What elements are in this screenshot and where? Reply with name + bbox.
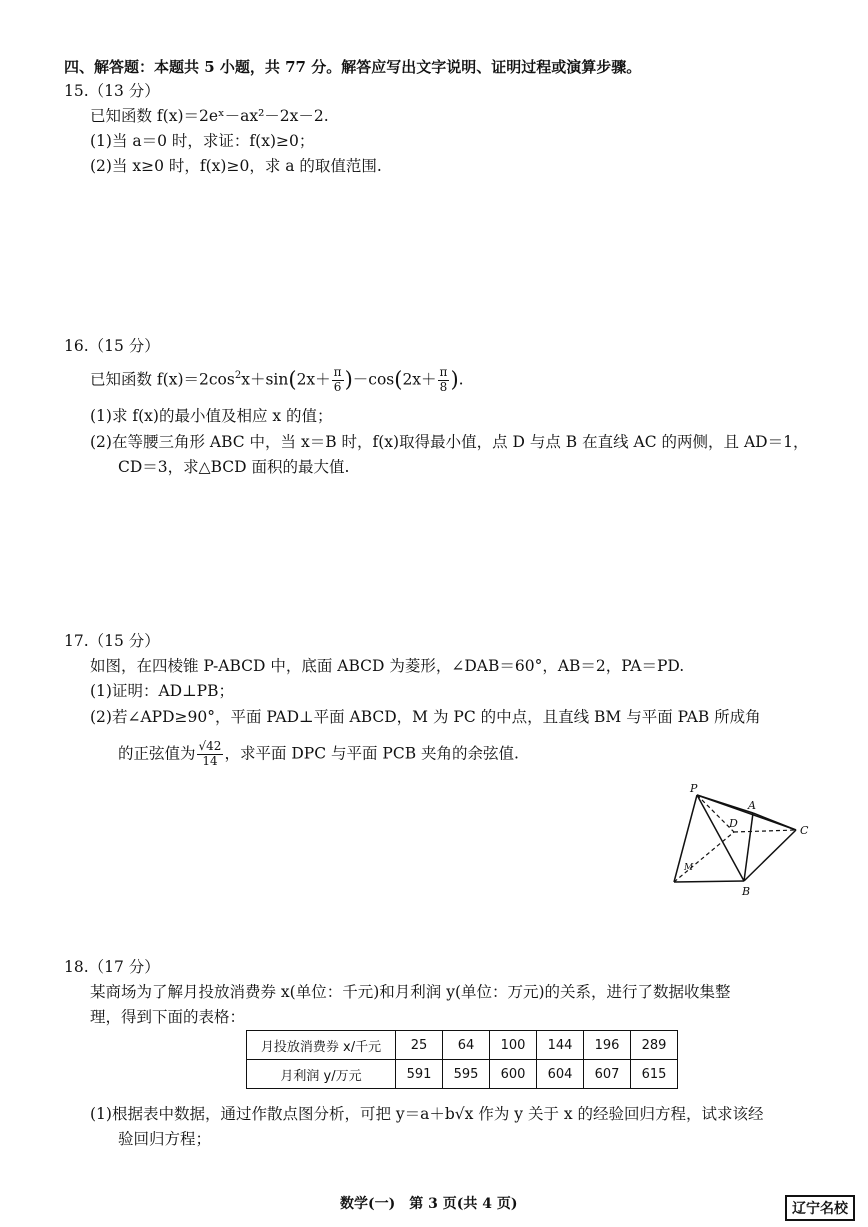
q15-heading: 15.（13 分） — [64, 82, 160, 100]
vertex-label-c: C — [800, 824, 809, 837]
q18-part1-line1: (1)根据表中数据，通过作散点图分析，可把 y＝a＋b√x 作为 y 关于 x 的经验回归方程，试求该经 — [90, 1105, 764, 1123]
q15-part1: (1)当 a＝0 时，求证：f(x)≥0； — [90, 132, 315, 150]
fraction-pi-over-8: $\frac{\pi}{8}$ — [439, 365, 448, 394]
q15-stem: 已知函数 f(x)＝2eˣ－ax²－2x－2. — [90, 107, 329, 125]
table-row — [247, 1060, 678, 1089]
table-cell: 600 — [490, 1060, 537, 1089]
table-cell: 144 — [537, 1031, 584, 1060]
table-cell: 604 — [537, 1060, 584, 1089]
fraction-sqrt42-over-14: $\frac{√42}{14}$ — [198, 739, 222, 768]
table-row-header: 月利润 y/万元 — [247, 1060, 396, 1089]
table-cell: 591 — [396, 1060, 443, 1089]
point-label-m: M — [684, 863, 694, 873]
table-cell: 615 — [631, 1060, 678, 1089]
section-title: 四、解答题：本题共 5 小题，共 77 分。解答应写出文字说明、证明过程或演算步骤。 — [64, 58, 642, 76]
q18-part1-line2: 验回归方程； — [118, 1130, 212, 1148]
q17-part2-line1: (2)若∠APD≥90°，平面 PAD⊥平面 ABCD，M 为 PC 的中点，且直线 BM 与平面 PAB 所成角 — [90, 708, 761, 726]
q17-heading: 17.（15 分） — [64, 632, 160, 650]
q18-heading: 18.（17 分） — [64, 958, 160, 976]
table-cell: 100 — [490, 1031, 537, 1060]
q16-heading: 16.（15 分） — [64, 337, 160, 355]
q16-part2-line1: (2)在等腰三角形 ABC 中，当 x＝B 时，f(x)取得最小值，点 D 与点 B 在直线 AC 的两侧，且 AD＝1， — [90, 433, 809, 451]
table-row — [247, 1031, 678, 1060]
q15-part2: (2)当 x≥0 时，f(x)≥0，求 a 的取值范围. — [90, 157, 382, 175]
vertex-label-d: D — [729, 817, 738, 830]
school-stamp: 辽宁名校 — [785, 1195, 855, 1221]
q17-stem: 如图，在四棱锥 P-ABCD 中，底面 ABCD 为菱形，∠DAB＝60°，AB＝2，PA＝PD. — [90, 657, 685, 675]
q16-stem: 已知函数 $f(x)=2\cos^2x+\sin(2x+$ $\frac{\pi}{6}$ )－cos(2x＋ $\frac{\pi}{8}$ ). — [90, 365, 464, 394]
table-cell: 25 — [396, 1031, 443, 1060]
table-cell: 64 — [443, 1031, 490, 1060]
fraction-pi-over-6: $\frac{\pi}{6}$ — [333, 365, 342, 394]
vertex-label-p: P — [690, 782, 698, 795]
q17-part1: (1)证明：AD⊥PB； — [90, 682, 234, 700]
vertex-label-b: B — [742, 885, 751, 898]
table-row-header: 月投放消费券 x/千元 — [247, 1031, 396, 1060]
table-cell: 289 — [631, 1031, 678, 1060]
q18-stem-line1: 某商场为了解月投放消费券 x(单位：千元)和月利润 y(单位：万元)的关系，进行了数据收集整 — [90, 983, 731, 1001]
q18-stem-line2: 理，得到下面的表格： — [90, 1008, 246, 1026]
vertex-label-a: A — [748, 799, 756, 812]
q17-part2-line2: 的正弦值为 $\frac{√42}{14}$ ，求平面 DPC 与平面 PCB 夹角的余弦值. — [118, 739, 519, 768]
data-table — [246, 1030, 678, 1089]
table-cell: 196 — [584, 1031, 631, 1060]
q16-part2-line2: CD＝3，求△BCD 面积的最大值. — [118, 458, 350, 476]
table-cell: 607 — [584, 1060, 631, 1089]
q16-part1: (1)求 f(x)的最小值及相应 x 的值； — [90, 407, 333, 425]
table-cell: 595 — [443, 1060, 490, 1089]
pyramid-figure — [660, 780, 820, 900]
page-footer: 数学(一) 第 3 页(共 4 页) — [340, 1196, 518, 1212]
